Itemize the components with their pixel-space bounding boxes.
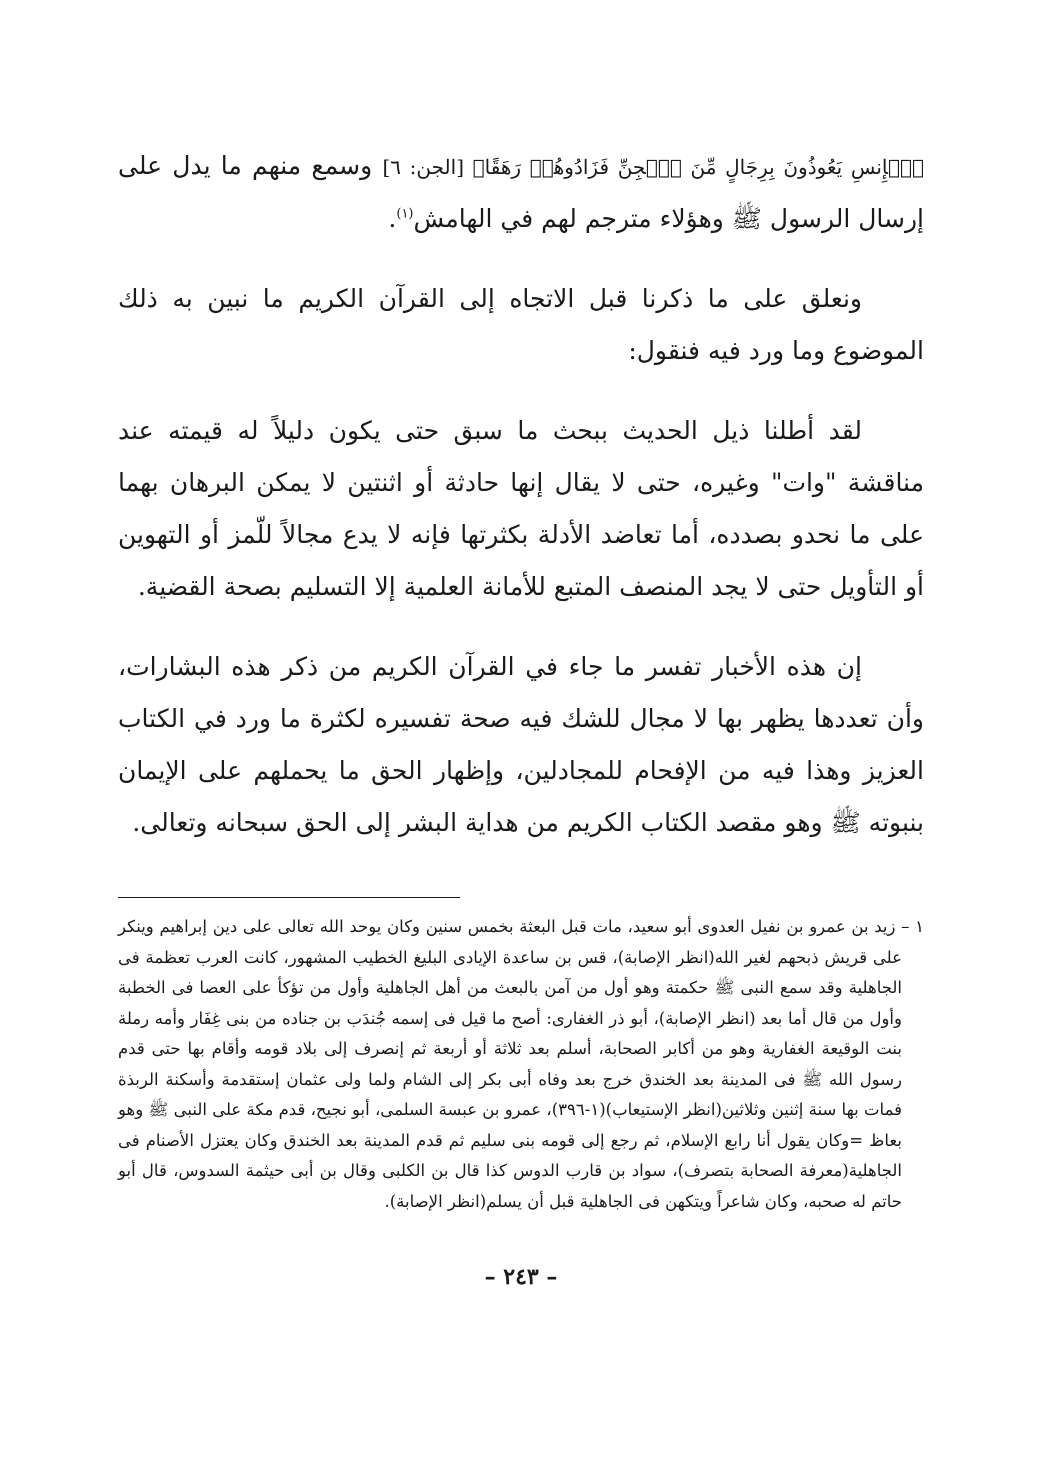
paragraph-3: لقد أطلنا ذيل الحديث ببحث ما سبق حتى يكون دليلاً له قيمته عند مناقشة "وات" وغيره، حتى لا يقال إنها حادثة أو اثنتين لا يمكن البرهان بهما على ما نحدو بصدده، أما تعاضد الأدلة بكثرتها فإنه لا يدع مجالاً للّمز أو التهوين أو التأويل حتى لا يجد المنصف المتبع للأمانة العلمية إلا التسليم بصحة القضية. — [118, 416, 924, 601]
footnotes — [118, 912, 924, 1217]
paragraph-1-text: وسمع منهم ما يدل على إرسال الرسول ﷺ وهؤلاء مترجم لهم في الهامش — [118, 151, 924, 233]
paragraph-1 — [118, 140, 924, 245]
quran-verse: ٱلۡإِنسِ يَعُوذُونَ بِرِجَالٍ مِّنَ ٱلۡجِنِّ فَزَادُوهُمۡ رَهَقًا﴾ [الجن: ٦] — [382, 155, 924, 179]
paragraph-4: إن هذه الأخبار تفسر ما جاء في القرآن الكريم من ذكر هذه البشارات، وأن تعددها يظهر بها لا مجال للشك فيه صحة تفسيره لكثرة ما ورد في الكتاب العزيز وهذا فيه من الإفحام للمجادلين، وإظهار الحق ما يحملهم على الإيمان بنبوته ﷺ وهو مقصد الكتاب الكريم من هداية البشر إلى الحق سبحانه وتعالى. — [118, 652, 924, 837]
page-number: – ٢٤٣ – — [484, 1264, 558, 1290]
paragraph-1-end: . — [388, 204, 397, 233]
footnote-separator — [118, 897, 460, 898]
main-text — [118, 140, 924, 849]
footnote-reference[interactable]: (١) — [396, 206, 414, 222]
paragraph-2: ونعلق على ما ذكرنا قبل الاتجاه إلى القرآن الكريم ما نبين به ذلك الموضوع وما ورد فيه فنقول: — [118, 284, 924, 365]
document-page — [118, 140, 924, 1440]
footnote-1: ١ – زيد بن عمرو بن نفيل العدوى أبو سعيد، مات قبل البعثة بخمس سنين وكان يوحد الله تعالى على دين إبراهيم وينكر على قريش ذبحهم لغير الله(انظر الإصابة)، قس بن ساعدة الإيادى البليغ الخطيب المشهور، كانت العرب تعظمة فى الجاهلية وقد سمع النبى ﷺ حكمتة وهو أول من آمن بالبعث من أهل الجاهلية وأول من تؤكأ على العصا فى الخطبة وأول من قال أما بعد (انظر الإصابة)، أبو ذر الغفارى: أصح ما قيل فى إسمه جُندَب بن جناده من بنى غِفَار وأمه رملة بنت الوقيعة الغفارية وهو من أكابر الصحابة، أسلم بعد ثلاثة أو أربعة ثم إنصرف إلى بلاد قومه وأقام بها حتى قدم رسول الله ﷺ فى المدينة بعد الخندق خرج بعد وفاه أبى بكر إلى الشام ولما ولى عثمان إستقدمة وأسكنة الربذة فمات بها سنة إثنين وثلاثين(انظر الإستيعاب)(١-٣٩٦)، عمرو بن عبسة السلمى، أبو نجيح، قدم مكة على النبى ﷺ وهو بعاظ =وكان يقول أنا رابع الإسلام، ثم رجع إلى قومه بنى سليم ثم قدم المدينة بعد الخندق وكان يعتزل الأصنام فى الجاهلية(معرفة الصحابة بتصرف)، سواد بن قارب الدوس كذا قال بن الكلبى وقال بن أبى حيثمة السدوس، قال أبو حاتم له صحبه، وكان شاعراً ويتكهن فى الجاهلية قبل أن يسلم(انظر الإصابة). — [118, 917, 924, 1211]
